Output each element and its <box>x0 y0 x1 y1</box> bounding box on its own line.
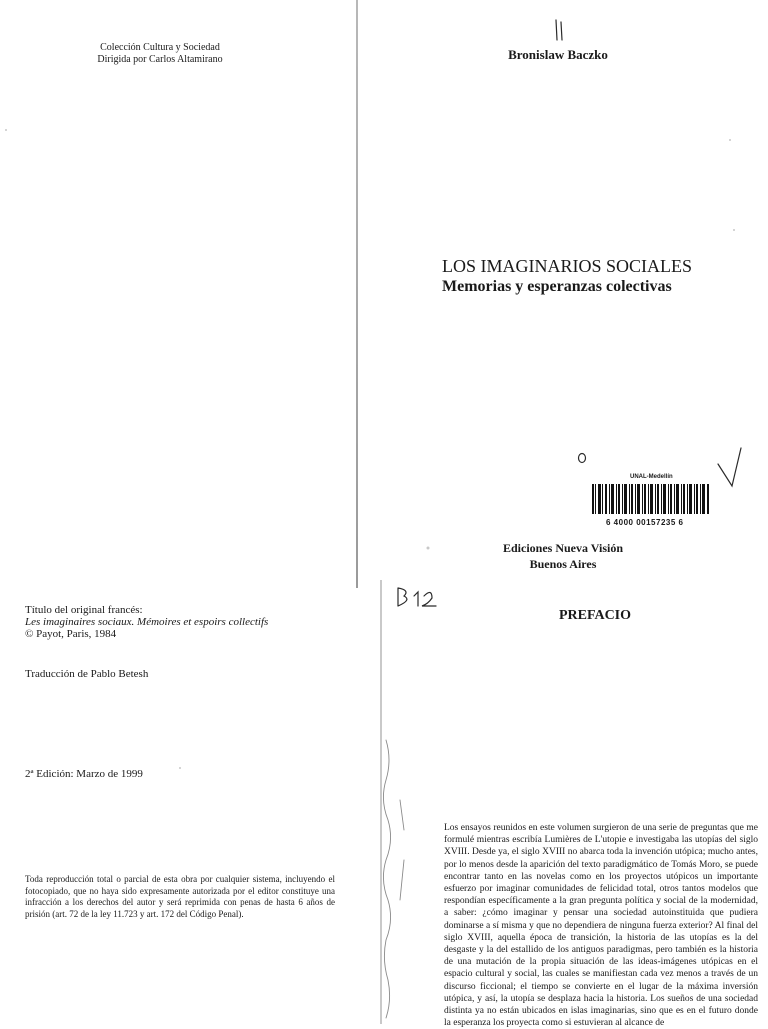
translation-credit: Traducción de Pablo Betesh <box>25 668 149 680</box>
check-mark-icon <box>718 448 741 486</box>
preface-text: Los ensayos reunidos en este volumen surgieron de una serie de preguntas que me formulé mientras escribía Lumières de L'utopie e investigaba las utopías del siglo XVIII. Desde ya, el siglo XVIII no abarca toda la invención utópica; mucho antes, por lo menos desde la aparición del texto paradigmático de Tomás Moro, se puede encontrar tanto en las novelas como en los proyectos utópicos un importante esfuerzo por imaginar comunidades de felicidad total, otros tantos modelos que respondían específicamente a la gran pregunta política y social de la modernidad, a saber: ¿cómo imaginar y pensar una sociedad autoinstituida que pudiera dominarse a sí misma y que no dependiera de ninguna fuerza exterior? Al final del siglo XVIII, aquella época de transición, la historia de las utopías es la del desgaste y la del estallido de los antiguos paradigmas, pero también es la historia de una mutación de la propia situación de las ideas-imágenes utópicas en el espacio cultural y social, las cuales se manifiestan cada vez menos a través de un discurso ficcional; el tiempo se convierte en el lugar de la máxima inversión utópica, y así, la utopía se desplaza hacia la historia. Los sueños de una sociedad distinta ya no están ubicados en islas imaginarias, sino que es en el futuro donde la esperanza los proyecta como si estuvieran al alcance de <box>444 823 758 1029</box>
book-title: LOS IMAGINARIOS SOCIALES <box>442 256 693 276</box>
series-info <box>60 42 260 66</box>
series-director: Dirigida por Carlos Altamirano <box>97 54 223 65</box>
copyright-line: © Payot, Paris, 1984 <box>25 628 117 640</box>
section-heading: PREFACIO <box>558 608 632 623</box>
publisher-city: Buenos Aires <box>529 557 597 571</box>
circle-mark-icon <box>579 454 586 463</box>
series-name: Colección Cultura y Sociedad <box>100 42 220 53</box>
page-edge <box>380 580 382 1024</box>
original-title-label: Título del original francés: <box>25 604 143 616</box>
barcode-label: UNAL-Medellín <box>630 474 673 480</box>
publisher-name: Ediciones Nueva Visión <box>502 541 624 555</box>
library-barcode-sticker <box>582 470 720 540</box>
barcode-icon <box>592 484 710 514</box>
shelf-mark-icon <box>398 588 436 606</box>
page-gutter <box>356 0 358 588</box>
book-subtitle: Memorias y esperanzas colectivas <box>442 278 672 295</box>
original-title-block <box>25 604 345 640</box>
tick-mark-icon <box>556 20 562 40</box>
barcode-number: 6 4000 00157235 6 <box>606 518 684 527</box>
publisher-block <box>488 540 638 572</box>
pencil-notes-icon <box>383 740 404 1018</box>
edition-info: 2ª Edición: Marzo de 1999 <box>25 768 143 780</box>
legal-notice: Toda reproducción total o parcial de esta obra por cualquier sistema, incluyendo el fotocopiado, que no haya sido expresamente autorizada por el editor constituye una infracción a los derechos del autor y será reprimida con penas de hasta 6 años de prisión (art. 72 de la ley 11.723 y art. 172 del Código Penal). <box>25 874 335 919</box>
original-title: Les imaginaires sociaux. Mémoires et espoirs collectifs <box>25 616 269 628</box>
author-name: Bronislaw Baczko <box>508 47 608 62</box>
left-page <box>0 0 358 1024</box>
